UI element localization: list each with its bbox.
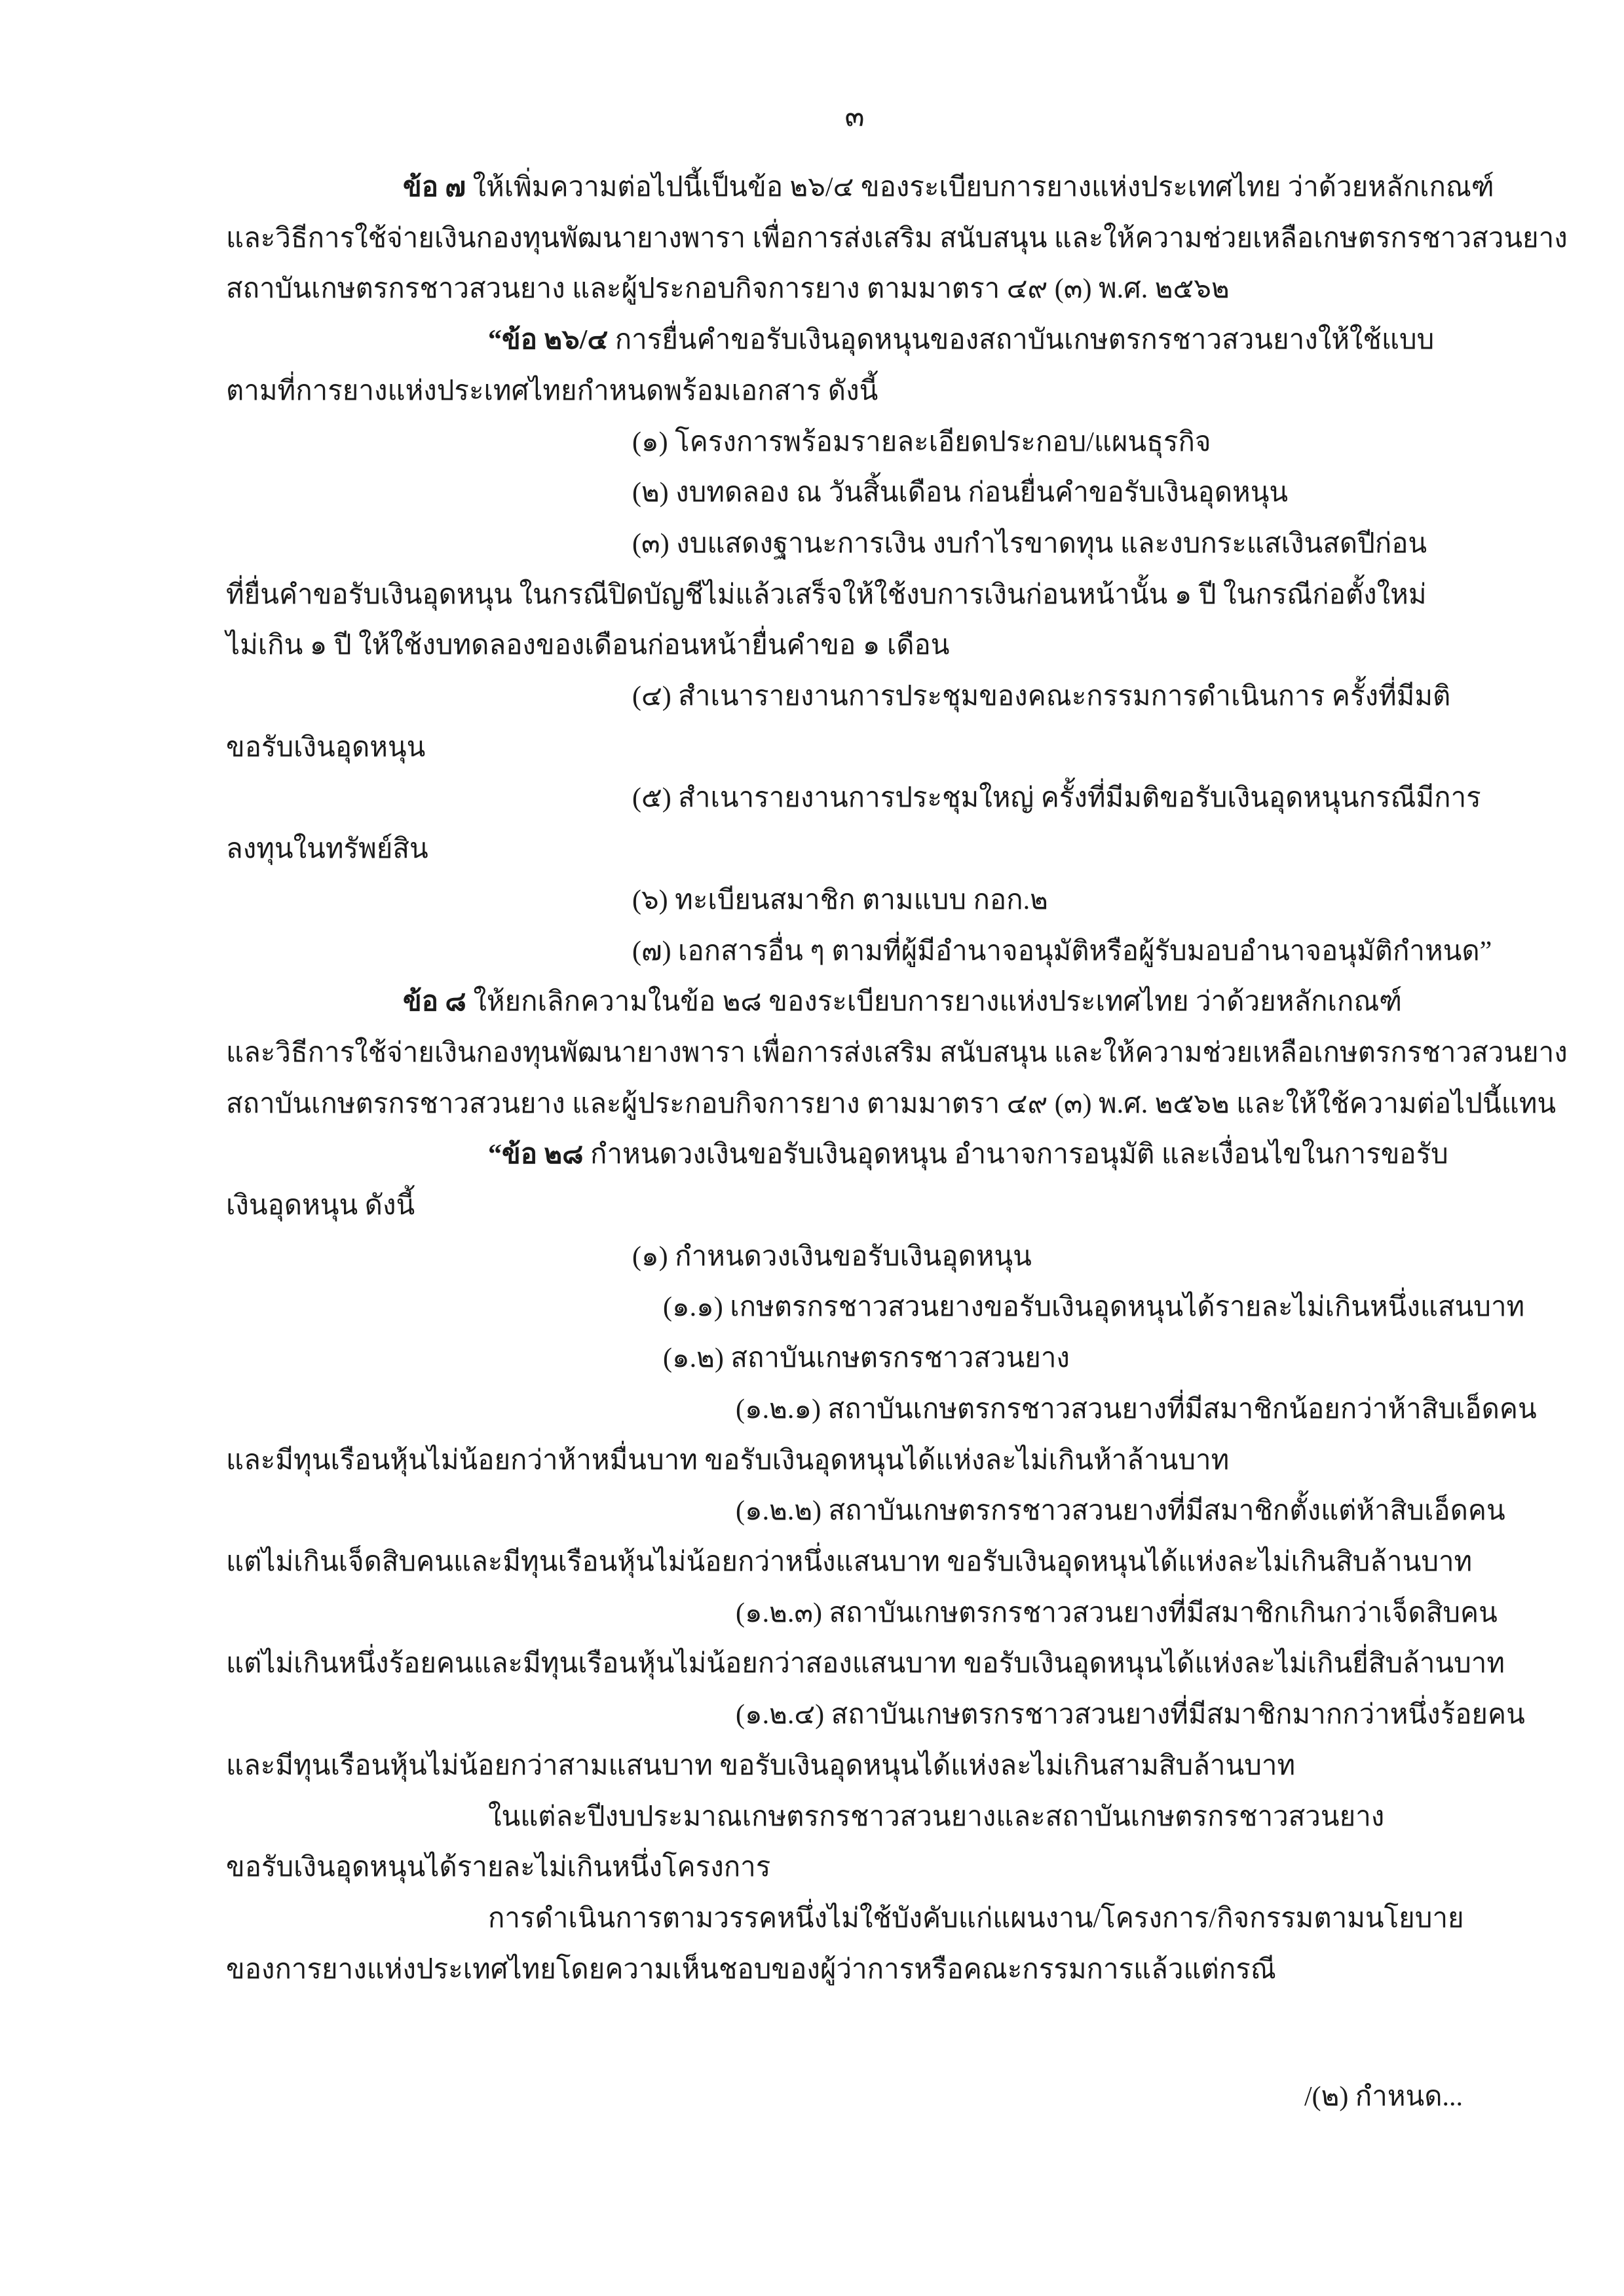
text-line: (๑.๒) สถาบันเกษตรกรชาวสวนยาง <box>663 1343 1070 1374</box>
text-line: ข้อ ๗ ให้เพิ่มความต่อไปนี้เป็นข้อ ๒๖/๔ ของระเบียบการยางแห่งประเทศไทย ว่าด้วยหลักเกณฑ์ <box>403 172 1494 202</box>
text-line: “ข้อ ๒๖/๔ การยื่นคำขอรับเงินอุดหนุนของสถาบันเกษตรกรชาวสวนยางให้ใช้แบบ <box>488 325 1435 356</box>
text-line: ขอรับเงินอุดหนุน <box>226 732 426 763</box>
text-line: “ข้อ ๒๘ กำหนดวงเงินขอรับเงินอุดหนุน อำนาจการอนุมัติ และเงื่อนไขในการขอรับ <box>488 1139 1448 1170</box>
text-line: แต่ไม่เกินหนึ่งร้อยคนและมีทุนเรือนหุ้นไม่น้อยกว่าสองแสนบาท ขอรับเงินอุดหนุนได้แห่งละไม่เกินยี่สิบล้านบาท <box>226 1649 1505 1679</box>
text-line: (๕) สำเนารายงานการประชุมใหญ่ ครั้งที่มีมติขอรับเงินอุดหนุนกรณีมีการ <box>632 783 1481 814</box>
text-line: ของการยางแห่งประเทศไทยโดยความเห็นชอบของผู้ว่าการหรือคณะกรรมการแล้วแต่กรณี <box>226 1954 1276 1985</box>
text-line: ในแต่ละปีงบประมาณเกษตรกรชาวสวนยางและสถาบันเกษตรกรชาวสวนยาง <box>488 1801 1385 1832</box>
continuation-note: /(๒) กำหนด... <box>1304 2082 1463 2112</box>
text-line: (๑.๒.๑) สถาบันเกษตรกรชาวสวนยางที่มีสมาชิกน้อยกว่าห้าสิบเอ็ดคน <box>736 1394 1537 1425</box>
text-line: การดำเนินการตามวรรคหนึ่งไม่ใช้บังคับแก่แผนงาน/โครงการ/กิจกรรมตามนโยบาย <box>488 1903 1464 1934</box>
text-line: ไม่เกิน ๑ ปี ให้ใช้งบทดลองของเดือนก่อนหน้ายื่นคำขอ ๑ เดือน <box>226 630 950 661</box>
text-line: (๗) เอกสารอื่น ๆ ตามที่ผู้มีอำนาจอนุมัติหรือผู้รับมอบอำนาจอนุมัติกำหนด” <box>632 936 1492 966</box>
text-line: ตามที่การยางแห่งประเทศไทยกำหนดพร้อมเอกสาร ดังนี้ <box>226 375 878 406</box>
clause-number: “ข้อ ๒๘ <box>488 1139 584 1170</box>
document-lines <box>226 163 1568 1995</box>
clause-number: ข้อ ๗ <box>403 172 466 202</box>
text-line: แต่ไม่เกินเจ็ดสิบคนและมีทุนเรือนหุ้นไม่น้อยกว่าหนึ่งแสนบาท ขอรับเงินอุดหนุนได้แห่งละไม่เกินสิบล้านบาท <box>226 1546 1473 1577</box>
text-line: สถาบันเกษตรกรชาวสวนยาง และผู้ประกอบกิจการยาง ตามมาตรา ๔๙ (๓) พ.ศ. ๒๕๖๒ <box>226 274 1230 305</box>
clause-number: “ข้อ ๒๖/๔ <box>488 325 609 356</box>
text-line: (๑) กำหนดวงเงินขอรับเงินอุดหนุน <box>632 1241 1032 1272</box>
text-line: (๑.๒.๒) สถาบันเกษตรกรชาวสวนยางที่มีสมาชิกตั้งแต่ห้าสิบเอ็ดคน <box>736 1496 1505 1527</box>
clause-number: ข้อ ๘ <box>403 987 466 1018</box>
text-line: และวิธีการใช้จ่ายเงินกองทุนพัฒนายางพารา เพื่อการส่งเสริม สนับสนุน และให้ความช่วยเหลือเกษตรกรชาวสวนยาง <box>226 223 1568 254</box>
text-line: (๓) งบแสดงฐานะการเงิน งบกำไรขาดทุน และงบกระแสเงินสดปีก่อน <box>632 528 1427 559</box>
text-line: (๑) โครงการพร้อมรายละเอียดประกอบ/แผนธุรกิจ <box>632 427 1211 457</box>
text-line: และมีทุนเรือนหุ้นไม่น้อยกว่าห้าหมื่นบาท ขอรับเงินอุดหนุนได้แห่งละไม่เกินห้าล้านบาท <box>226 1445 1230 1476</box>
text-line: ขอรับเงินอุดหนุนได้รายละไม่เกินหนึ่งโครงการ <box>226 1852 771 1883</box>
text-line: (๒) งบทดลอง ณ วันสิ้นเดือน ก่อนยื่นคำขอรับเงินอุดหนุน <box>632 478 1289 508</box>
text-line: (๖) ทะเบียนสมาชิก ตามแบบ กอก.๒ <box>632 885 1048 915</box>
text-line: สถาบันเกษตรกรชาวสวนยาง และผู้ประกอบกิจการยาง ตามมาตรา ๔๙ (๓) พ.ศ. ๒๕๖๒ และให้ใช้ความต่อไปนี้แทน <box>226 1088 1557 1119</box>
page-number: ๓ <box>844 100 865 132</box>
text-line: และวิธีการใช้จ่ายเงินกองทุนพัฒนายางพารา เพื่อการส่งเสริม สนับสนุน และให้ความช่วยเหลือเกษตรกรชาวสวนยาง <box>226 1037 1568 1068</box>
text-line: (๔) สำเนารายงานการประชุมของคณะกรรมการดำเนินการ ครั้งที่มีมติ <box>632 681 1451 712</box>
text-line: (๑.๒.๓) สถาบันเกษตรกรชาวสวนยางที่มีสมาชิกเกินกว่าเจ็ดสิบคน <box>736 1598 1498 1628</box>
text-line: ที่ยื่นคำขอรับเงินอุดหนุน ในกรณีปิดบัญชีไม่แล้วเสร็จให้ใช้งบการเงินก่อนหน้านั้น ๑ ปี ในกรณีก่อตั้งใหม่ <box>226 579 1427 610</box>
text-line: (๑.๑) เกษตรกรชาวสวนยางขอรับเงินอุดหนุนได้รายละไม่เกินหนึ่งแสนบาท <box>663 1292 1525 1323</box>
text-line: ลงทุนในทรัพย์สิน <box>226 834 428 865</box>
text-line: เงินอุดหนุน ดังนี้ <box>226 1191 415 1221</box>
text-line: ข้อ ๘ ให้ยกเลิกความในข้อ ๒๘ ของระเบียบการยางแห่งประเทศไทย ว่าด้วยหลักเกณฑ์ <box>403 987 1403 1018</box>
text-line: (๑.๒.๔) สถาบันเกษตรกรชาวสวนยางที่มีสมาชิกมากกว่าหนึ่งร้อยคน <box>736 1700 1525 1731</box>
text-line: และมีทุนเรือนหุ้นไม่น้อยกว่าสามแสนบาท ขอรับเงินอุดหนุนได้แห่งละไม่เกินสามสิบล้านบาท <box>226 1750 1296 1781</box>
